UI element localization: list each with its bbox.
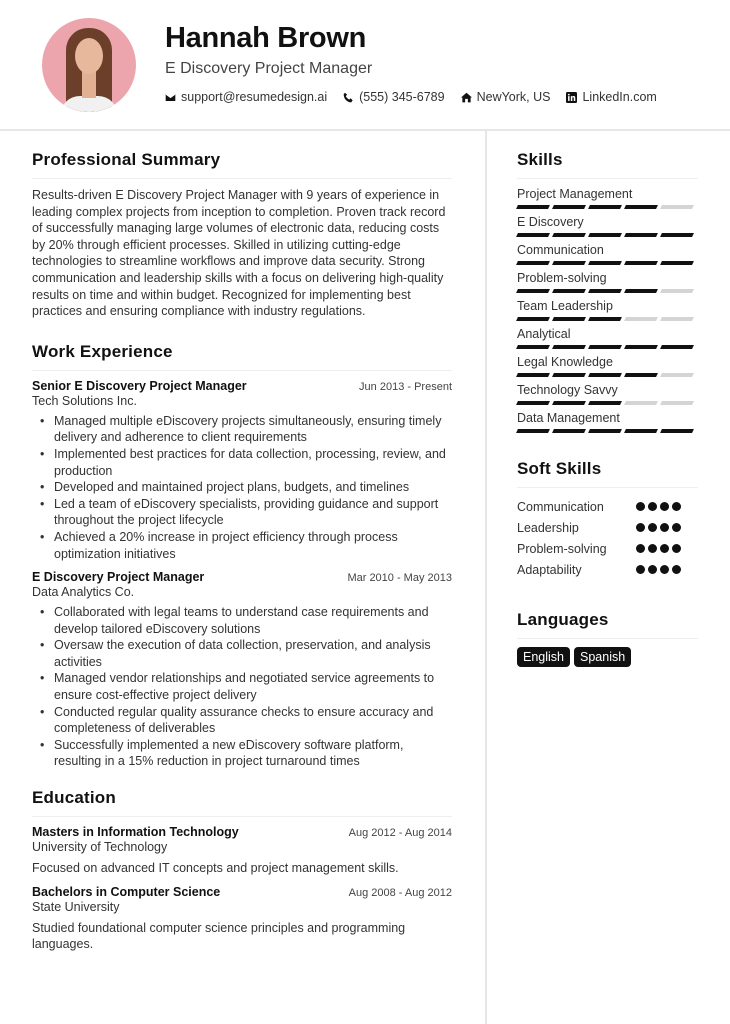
section-heading: Soft Skills — [517, 459, 698, 488]
candidate-name: Hannah Brown — [165, 22, 367, 54]
skill-name: Communication — [517, 243, 604, 257]
education-entry — [32, 825, 452, 877]
column-divider — [485, 131, 487, 1024]
skill-level-bar — [516, 373, 550, 377]
experience-section — [32, 342, 452, 770]
skill-name: Project Management — [517, 187, 633, 201]
bullet: • Successfully implemented a new eDiscovery software platform, resulting in a 15% reduction in project turnaround times — [54, 737, 452, 770]
skill-rating — [517, 261, 698, 265]
soft-skill-name: Problem-solving — [517, 541, 607, 556]
section-heading: Languages — [517, 610, 698, 639]
skill-name: E Discovery — [517, 215, 584, 229]
rating-dot — [660, 523, 669, 532]
rating-dot — [648, 523, 657, 532]
skill-level-bar — [552, 345, 586, 349]
skill-level-bar — [660, 345, 694, 349]
skill-level-bar — [516, 317, 550, 321]
school: State University — [32, 899, 120, 914]
skill-name: Problem-solving — [517, 271, 607, 285]
skill-level-bar — [552, 205, 586, 209]
skill-level-bar — [552, 233, 586, 237]
degree: Masters in Information Technology — [32, 825, 239, 840]
candidate-title: E Discovery Project Manager — [165, 60, 373, 77]
school: University of Technology — [32, 840, 168, 855]
skill-level-bar — [516, 401, 550, 405]
skill-rating — [517, 205, 698, 209]
job-bullets — [32, 604, 452, 770]
skill-rating — [517, 317, 698, 321]
job-date: Jun 2013 - Present — [359, 380, 452, 393]
degree: Bachelors in Computer Science — [32, 884, 221, 899]
skill-level-bar — [660, 317, 694, 321]
skill-level-bar — [660, 289, 694, 293]
skill-level-bar — [552, 373, 586, 377]
skill-rating — [517, 429, 698, 433]
skill-rating — [517, 373, 698, 377]
soft-skills-section — [517, 459, 698, 580]
skill-level-bar — [552, 289, 586, 293]
skill-name: Data Management — [517, 411, 620, 425]
sidebar-column — [517, 150, 698, 667]
skill-level-bar — [660, 261, 694, 265]
skill-level-bar — [624, 373, 658, 377]
language-tag: English — [517, 647, 570, 667]
soft-skill-item — [517, 517, 698, 538]
rating-dot — [648, 544, 657, 553]
rating-dot — [636, 544, 645, 553]
resume-header — [0, 0, 730, 131]
skill-name: Legal Knowledge — [517, 355, 613, 369]
skill-level-bar — [624, 429, 658, 433]
soft-skill-rating — [636, 523, 684, 532]
section-heading: Skills — [517, 150, 698, 179]
rating-dot — [672, 565, 681, 574]
skill-level-bar — [624, 401, 658, 405]
section-heading: Work Experience — [32, 342, 452, 371]
skill-name: Analytical — [517, 327, 571, 341]
section-heading: Education — [32, 788, 452, 817]
rating-dot — [672, 523, 681, 532]
skill-level-bar — [660, 233, 694, 237]
rating-dot — [636, 502, 645, 511]
profile-photo — [42, 18, 136, 112]
skill-level-bar — [552, 429, 586, 433]
education-desc: Studied foundational computer science principles and programming languages. — [32, 920, 406, 952]
skill-name: Team Leadership — [517, 299, 613, 313]
contact-email[interactable]: support@resumedesign.ai — [165, 90, 327, 104]
education-entry — [32, 885, 452, 953]
skill-rating — [517, 233, 698, 237]
skill-level-bar — [516, 289, 550, 293]
bullet: • Achieved a 20% increase in project efficiency through process optimization initiatives — [54, 529, 452, 562]
soft-skill-rating — [636, 565, 684, 574]
soft-skill-rating — [636, 502, 684, 511]
skill-item — [517, 187, 698, 209]
education-date: Aug 2008 - Aug 2012 — [348, 886, 452, 899]
envelope-icon — [165, 92, 176, 103]
skill-level-bar — [624, 233, 658, 237]
rating-dot — [636, 565, 645, 574]
rating-dot — [672, 544, 681, 553]
summary-text: Results-driven E Discovery Project Manager with 9 years of experience in leading complex projects from inception to completion. Proven track record of successfully managing large volumes of electronic data, reducing costs by 20% through efficient processes. Skilled in utilizing cutting-edge technologies to streamline workflows and improve data security. Strong communication and leadership skills with a focus on delivering high-quality results on time and within budget. Recognized for implementing best practices and ensuring compliance with industry regulations. — [32, 188, 446, 319]
skill-level-bar — [516, 261, 550, 265]
skills-section — [517, 150, 698, 433]
rating-dot — [648, 565, 657, 574]
bullet: • Conducted regular quality assurance checks to ensure accuracy and completeness of deliverables — [54, 704, 452, 737]
skill-level-bar — [660, 205, 694, 209]
rating-dot — [672, 502, 681, 511]
language-tags — [517, 647, 698, 667]
skill-rating — [517, 289, 698, 293]
rating-dot — [636, 523, 645, 532]
skill-level-bar — [516, 205, 550, 209]
bullet: • Oversaw the execution of data collection, preservation, and analysis activities — [54, 637, 452, 670]
skill-item — [517, 411, 698, 433]
skill-item — [517, 271, 698, 293]
job-company: Data Analytics Co. — [32, 585, 135, 600]
skill-level-bar — [588, 429, 622, 433]
education-desc: Focused on advanced IT concepts and project management skills. — [32, 861, 399, 876]
contact-location: NewYork, US — [461, 90, 551, 104]
skill-level-bar — [660, 401, 694, 405]
bullet: • Led a team of eDiscovery specialists, providing guidance and support throughout the project lifecycle — [54, 496, 452, 529]
skill-level-bar — [588, 205, 622, 209]
contact-linkedin[interactable]: LinkedIn.com — [566, 90, 656, 104]
skill-level-bar — [588, 233, 622, 237]
skill-level-bar — [660, 429, 694, 433]
skill-rating — [517, 401, 698, 405]
rating-dot — [660, 502, 669, 511]
skill-level-bar — [516, 429, 550, 433]
skill-level-bar — [588, 401, 622, 405]
skill-level-bar — [552, 261, 586, 265]
linkedin-icon — [566, 92, 577, 103]
summary-section — [32, 150, 452, 320]
contact-phone[interactable]: (555) 345-6789 — [343, 90, 444, 104]
skill-level-bar — [660, 373, 694, 377]
skill-level-bar — [588, 373, 622, 377]
skill-item — [517, 355, 698, 377]
job-bullets — [32, 413, 452, 562]
skill-item — [517, 243, 698, 265]
soft-skill-name: Adaptability — [517, 562, 582, 577]
skill-level-bar — [624, 345, 658, 349]
bullet: • Collaborated with legal teams to understand case requirements and develop tailored eDiscovery solutions — [54, 604, 452, 637]
skill-level-bar — [552, 317, 586, 321]
soft-skill-item — [517, 496, 698, 517]
skill-name: Technology Savvy — [517, 383, 618, 397]
bullet: • Managed multiple eDiscovery projects simultaneously, ensuring timely delivery and adherence to client requirements — [54, 413, 452, 446]
bullet: • Developed and maintained project plans, budgets, and timelines — [54, 479, 452, 496]
job-entry — [32, 570, 452, 770]
skill-level-bar — [624, 317, 658, 321]
skill-level-bar — [588, 345, 622, 349]
job-role: E Discovery Project Manager — [32, 570, 205, 585]
soft-skill-rating — [636, 544, 684, 553]
skills-list — [517, 187, 698, 433]
soft-skills-list — [517, 496, 698, 580]
job-date: Mar 2010 - May 2013 — [347, 572, 452, 585]
phone-icon — [343, 92, 354, 103]
rating-dot — [660, 565, 669, 574]
rating-dot — [660, 544, 669, 553]
skill-level-bar — [624, 289, 658, 293]
languages-section — [517, 610, 698, 667]
skill-rating — [517, 345, 698, 349]
skill-level-bar — [552, 401, 586, 405]
skill-level-bar — [516, 233, 550, 237]
rating-dot — [648, 502, 657, 511]
section-heading: Professional Summary — [32, 150, 452, 179]
soft-skill-item — [517, 538, 698, 559]
skill-level-bar — [588, 261, 622, 265]
soft-skill-name: Communication — [517, 499, 604, 514]
job-company: Tech Solutions Inc. — [32, 393, 137, 408]
skill-item — [517, 215, 698, 237]
job-entry — [32, 379, 452, 562]
skill-item — [517, 383, 698, 405]
skill-level-bar — [624, 205, 658, 209]
job-role: Senior E Discovery Project Manager — [32, 378, 247, 393]
education-section — [32, 788, 452, 953]
bullet: • Implemented best practices for data collection, processing, review, and production — [54, 446, 452, 479]
skill-level-bar — [624, 261, 658, 265]
home-icon — [461, 92, 472, 103]
skill-level-bar — [588, 317, 622, 321]
bullet: • Managed vendor relationships and negotiated service agreements to ensure cost-effective project delivery — [54, 670, 452, 703]
contact-list — [165, 90, 657, 104]
main-column — [32, 150, 452, 961]
soft-skill-name: Leadership — [517, 520, 579, 535]
language-tag: Spanish — [574, 647, 631, 667]
soft-skill-item — [517, 559, 698, 580]
skill-level-bar — [516, 345, 550, 349]
skill-item — [517, 327, 698, 349]
education-date: Aug 2012 - Aug 2014 — [348, 827, 452, 840]
skill-level-bar — [588, 289, 622, 293]
skill-item — [517, 299, 698, 321]
